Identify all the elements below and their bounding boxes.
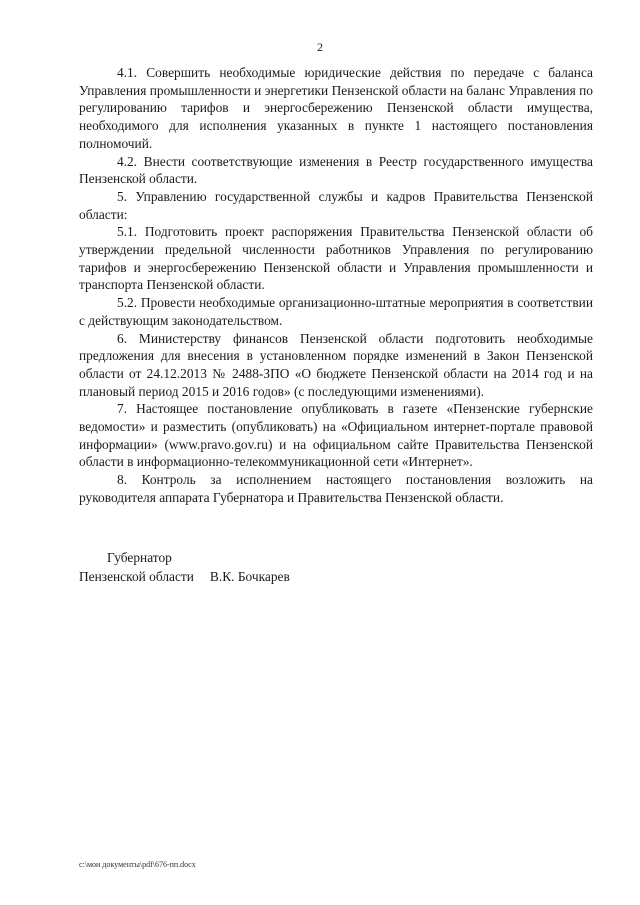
paragraph-5: 5. Управлению государственной службы и кадров Правительства Пензенской области: (79, 188, 593, 222)
paragraph-4-1: 4.1. Совершить необходимые юридические действия по передаче с баланса Управления промышленности и энергетики Пензенской области на баланс Управления по регулированию тарифов и энергосбережению Пензенской области имущества, необходимого для исполнения указанных в пункте 1 настоящего постановления полномочий. (79, 65, 593, 151)
paragraph-8: 8. Контроль за исполнением настоящего постановления возложить на руководителя аппарата Губернатора и Правительства Пензенской области. (79, 472, 593, 505)
page-number: 2 (317, 40, 323, 54)
document-body (79, 64, 593, 507)
paragraph-5-2: 5.2. Провести необходимые организационно-штатные мероприятия в соответствии с действующим законодательством. (79, 295, 593, 328)
file-path-footer: c:\мои документы\pdf\676-пп.docx (79, 860, 196, 869)
signature-region: Пензенской области (79, 569, 194, 584)
paragraph-7: 7. Настоящее постановление опубликовать в газете «Пензенские губернские ведомости» и разместить (опубликовать) на «Официальном интернет-портале правовой информации» (www.pravo.gov.ru) и на официальном сайте Правительства Пензенской области в информационно-телекоммуникационной сети «Интернет». (79, 401, 593, 470)
signature-line (79, 567, 290, 586)
signature-title: Губернатор (107, 550, 172, 565)
paragraph-4-2: 4.2. Внести соответствующие изменения в Реестр государственного имущества Пензенской области. (79, 153, 593, 187)
signature-name: В.К. Бочкарев (209, 569, 290, 584)
signature-block (79, 548, 290, 586)
paragraph-6: 6. Министерству финансов Пензенской области подготовить необходимые предложения для внесения в установленном порядке изменений в Закон Пензенской области от 24.12.2013 № 2488-ЗПО «О бюджете Пензенской области на 2014 год и на плановый период 2015 и 2016 годов» (с последующими изменениями). (79, 330, 593, 399)
paragraph-5-1: 5.1. Подготовить проект распоряжения Правительства Пензенской области об утверждении предельной численности работников Управления по регулированию тарифов и энергосбережению Пензенской области и Управления промышленности и транспорта Пензенской области. (79, 224, 593, 293)
